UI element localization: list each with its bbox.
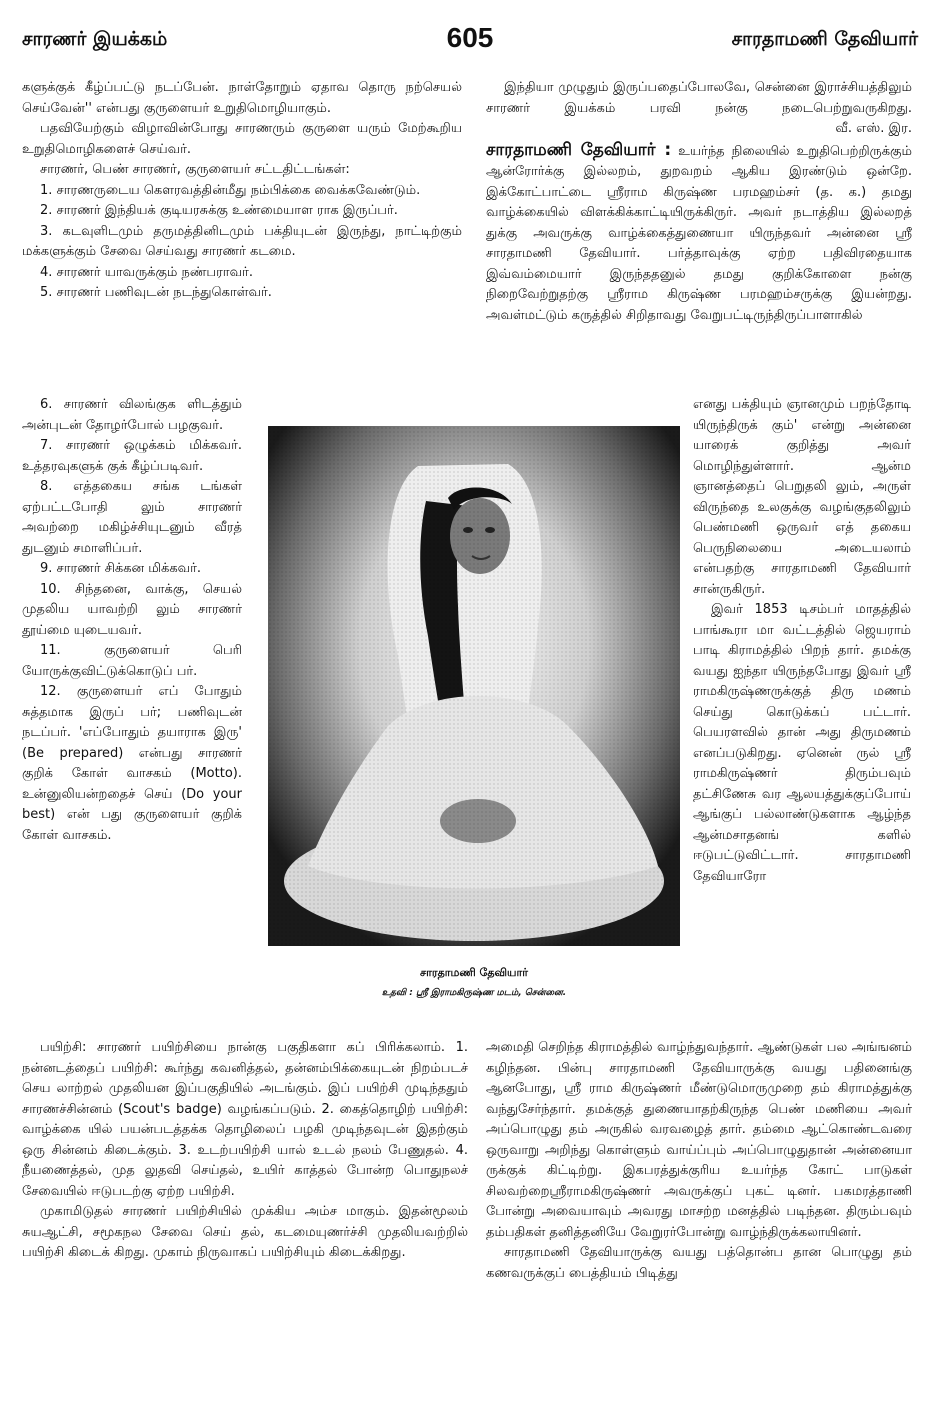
left-column-bottom bbox=[22, 1038, 468, 1264]
rule-item: 9. சாரணர் சிக்கன மிக்கவர். bbox=[40, 561, 202, 576]
paragraph: பதவியேற்கும் விழாவின்போது சாரணரும் குருளை யரும் மேற்கூறிய உறுதிமொழிகளைச் செய்வர். bbox=[22, 121, 462, 157]
paragraph: பயிற்சி: சாரணர் பயிற்சியை நான்கு பகுதிகளா கப் பிரிக்கலாம். 1. நன்னடத்தைப் பயிற்சி: கூர்ந்து கவனித்தல், தன்னம்பிக்கையுடன் நிறம்படச் செய லாற்றல் முதலியன இப்பகுதியில் அடங்கும். இப் பயிற்சி முடிந்ததும் சாரணச்சின்னம் (Scout's badge) வழங்கப்படும். 2. கைத்தொழிற் பயிற்சி: வாழ்க்கை யில் பயன்படத்தக்க தொழிலைப் பழகி முடிந்தவுடன் இதற்கும் ஒரு சின்னம் கிடைக்கும். 3. உடற்பயிற்சி யால் உடல் நலம் பேணுதல். 4. நீயணைத்தல், முத லுதவி செய்தல், உயிர் காத்தல் போன்ற பொதுநலச் சேவையில் ஈடுபடற்கு ஏற்ற பயிற்சி. bbox=[22, 1040, 468, 1199]
rule-item: 2. சாரணர் இந்தியக் குடியரசுக்கு உண்மையாள ராக இருப்பர். bbox=[40, 203, 398, 218]
photo-caption: சாரதாமணி தேவியார் bbox=[420, 966, 528, 979]
paragraph bbox=[486, 140, 912, 327]
rule-item: 11. குருளையர் பெரி யோருக்குவிட்டுக்கொடுப் பர். bbox=[22, 643, 242, 679]
paragraph: சாரணர், பெண் சாரணர், குருளையர் சட்டதிட்டங்கள்: bbox=[40, 162, 350, 177]
paragraph: இவர் 1853 டிசம்பர் மாதத்தில் பாங்கூரா மா வட்டத்தில் ஜெயராம் பாடி கிராமத்தில் பிறந் தார். தமக்கு வயது ஐந்தா யிருந்தபோது இவர் ஸ்ரீ ராமகிருஷ்ணருக்குத் திரு மணம் செய்து கொடுக்கப் பட்டார். பெயரளவில் தான் அது திருமணம் எனப்படுகிறது. ஏனென் ருல் ஸ்ரீ ராமகிருஷ்ணர் திரும்பவும் தட்சிணேசு வர ஆலயத்துக்குப்போய் ஆங்குப் பல்லாண்டுகளாக ஆழ்ந்த ஆன்மசாதனங் களில் ஈடுபட்டுவிட்டார். சாரதாமணி தேவியாரோ bbox=[693, 602, 911, 884]
paragraph: எனது பக்தியும் ஞானமும் பறந்தோடி யிருந்திருக் கும்' என்று அன்னை யாரைக் குறித்து அவர் மொழிந்துள்ளார். ஆன்ம ஞானத்தைப் பெறுதலி லும், அருள் விருந்தை உலகுக்கு வழங்குதலிலும் பெண்மணி ஒருவர் எத் தகைய பெருநிலையை அடையலாம் என்பதற்கு சாரதாமணி தேவியார் சான்ருகிருர். bbox=[693, 397, 911, 597]
author-signature: வீ. எஸ். இர. bbox=[835, 121, 912, 136]
portrait-image bbox=[268, 426, 680, 946]
paragraph: அமைதி செறிந்த கிராமத்தில் வாழ்ந்துவந்தார். ஆண்டுகள் பல அங்ஙனம் கழிந்தன. பின்பு சாரதாமணி தேவியாருக்கு வயது பதினைங்கு ஆனபோது, ஸ்ரீ ராம கிருஷ்ணர் மீண்டுமொருமுறை தம் கிராமத்துக்கு வந்துசேர்ந்தார். தமக்குத் துணையாதற்கிருந்த பெண் மணியை அவர் அப்பொழுது தம் அருகில் வரவழைத் தார். தம்மை ஆட்கொண்டவரை ஒருவாறு அறிந்து கொள்ளும் வாய்ப்பும் அப்பொழுதுதான் அன்னையா ருக்குக் கிட்டிற்று. இகபரத்துக்குரிய உயர்ந்த கோட் பாடுகள் சிலவற்றைஸ்ரீராமகிருஷ்ணர் அவருக்குப் புகட் டினர். பகமரத்தாணி போன்று அவையாவும் அவரது மாசற்ற மனத்தில் படிந்தன. திரும்பவும் தம்பதிகள் தனித்தனியே வேறுரர்போன்று வாழ்ந்திருக்கலாயினர். bbox=[486, 1040, 912, 1240]
left-column-top bbox=[22, 78, 462, 304]
paragraph: முகாமிடுதல் சாரணர் பயிற்சியில் முக்கிய அம்ச மாகும். இதன்மூலம் சுயஆட்சி, சமூகநல சேவை செய் தல், கடமையுணர்ச்சி முதலியவற்றில் பயிற்சி கிடைக் கிறது. முகாம் நிருவாகப் பயிற்சியும் கிடைக்கிறது. bbox=[22, 1204, 468, 1260]
rule-item: 7. சாரணர் ஒழுக்கம் மிக்கவர். உத்தரவுகளுக் குக் கீழ்ப்படிவர். bbox=[22, 438, 242, 474]
right-column-top bbox=[486, 78, 912, 326]
left-column-narrow bbox=[22, 395, 242, 846]
rule-item: 8. எத்தகைய சங்க டங்கள் ஏற்பட்டபோதி லும் சாரணர் அவற்றை மகிழ்ச்சியுடனும் வீரத் துடனும் சமாளிப்பர். bbox=[22, 479, 242, 556]
paragraph: களுக்குக் கீழ்ப்பட்டு நடப்பேன். நாள்தோறும் ஏதாவ தொரு நற்செயல் செய்வேன்'' என்பது குருளையர் உறுதிமொழியாகும். bbox=[22, 80, 462, 116]
rule-item: 1. சாரணருடைய கௌரவத்தின்மீது நம்பிக்கை வைக்கவேண்டும். bbox=[40, 182, 421, 198]
portrait-photo bbox=[268, 426, 680, 946]
right-column-bottom bbox=[486, 1038, 912, 1284]
rule-item: 6. சாரணர் விலங்குக ளிடத்தும் அன்புடன் தோழர்போல் பழகுவர். bbox=[22, 397, 242, 433]
right-column-narrow bbox=[693, 395, 911, 887]
rule-item: 12. குருளையர் எப் போதும் சுத்தமாக இருப் பர்; பணிவுடன் நடப்பர். 'எப்போதும் தயாராக இரு' (Be prepared) என்பது சாரணர் குறிக் கோள் வாசகம் (Motto). உன்னுலியன்றதைச் செய் (Do your best) என் பது குருளையர் குறிக் கோள் வாசகம். bbox=[22, 684, 242, 843]
section-title: சாரதாமணி தேவியார் : bbox=[486, 139, 672, 160]
paragraph bbox=[486, 78, 912, 140]
running-head-right: சாரதாமணி தேவியார் bbox=[731, 28, 918, 50]
running-head-left: சாரணர் இயக்கம் bbox=[22, 28, 168, 50]
page-number: 605 bbox=[446, 22, 494, 53]
intro-text: இந்தியா முழுதும் இருப்பதைப்போலவே, சென்னை இராச்சியத்திலும் சாரணர் இயக்கம் பரவி நன்கு நடைபெற்றுவருகிறது. bbox=[486, 80, 912, 116]
rule-item: 3. கடவுளிடமும் தருமத்தினிடமும் பக்தியுடன் இருந்து, நாட்டிற்கும் மக்களுக்கும் சேவை செய்வது சாரணர் கடமை. bbox=[22, 223, 462, 259]
paragraph: சாரதாமணி தேவியாருக்கு வயது பத்தொன்ப தான பொழுது தம் கணவருக்குப் பைத்தியம் பிடித்து bbox=[486, 1245, 912, 1281]
rule-item: 10. சிந்தனை, வாக்கு, செயல் முதலிய யாவற்றி லும் சாரணர் தூய்மை யுடையவர். bbox=[22, 581, 242, 638]
rule-item: 5. சாரணர் பணிவுடன் நடந்துகொள்வர். bbox=[40, 285, 272, 300]
rule-item: 4. சாரணர் யாவருக்கும் நண்பராவர். bbox=[40, 264, 253, 280]
page-header bbox=[22, 22, 918, 56]
photo-credit: உதவி : ஸ்ரீ இராமகிருஷ்ண மடம், சென்னை. bbox=[381, 988, 567, 998]
section-text: உயர்ந்த நிலையில் உறுதிபெற்றிருக்கும் ஆன்ரோர்க்கு இல்லறம், துறவறம் ஆகிய இரண்டும் ஒன்றே. இக்கோட்பாட்டை ஸ்ரீராம கிருஷ்ண பரமஹம்சர் (த. க.) தமது வாழ்க்கையில் விளக்கிக்காட்டியிருக்கிருர். அவர் நடாத்திய இல்லறத் துக்கு அவருக்கு வாழ்க்கைத்துணையா யிருந்தவர் அன்னை ஸ்ரீ சாரதாமணி தேவியார். பர்த்தாவுக்கு ஏற்ற பதிவிரதையாக இவ்வம்மையார் இருந்ததனுல் தமது குறிக்கோளை நன்கு நிறைவேற்றுதற்கு ஸ்ரீராம கிருஷ்ண பரமஹம்சருக்கு இயன்றது. அவள்மட்டும் கருத்தில் சிறிதாவது வேறுபட்டிருந்திருப்பாளாகில் bbox=[486, 143, 912, 323]
